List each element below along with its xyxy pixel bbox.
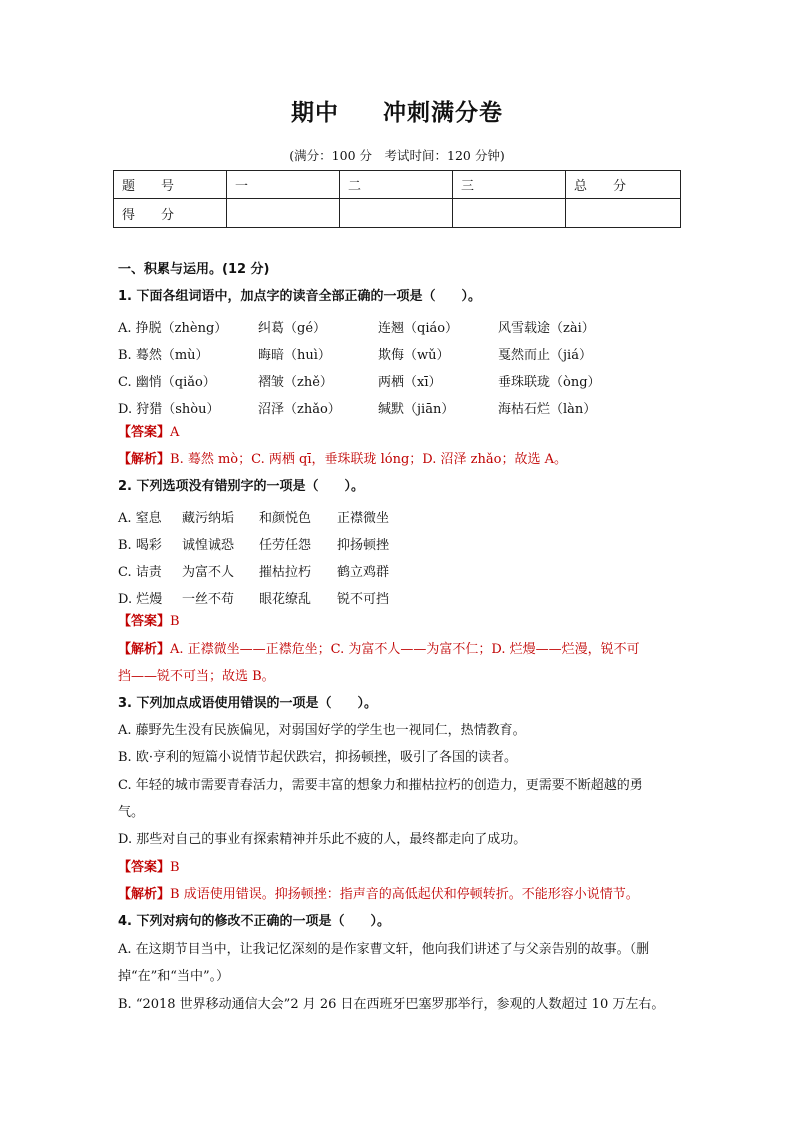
question-2-answer <box>118 615 180 628</box>
option-item: 海枯石烂（làn） <box>498 402 597 417</box>
option-item: A. 挣脱（zhèng） <box>118 321 228 336</box>
score-input-cell[interactable] <box>453 199 566 228</box>
section-heading: 一、积累与运用。(12 分) <box>118 262 270 277</box>
option-item: B. 喝彩 <box>118 538 162 553</box>
analysis-tag: 【解析】 <box>118 887 171 902</box>
answer-tag: 【答案】 <box>118 425 171 440</box>
exam-info: (满分：100 分 考试时间：120 分钟) <box>289 148 505 163</box>
option-item: 戛然而止（jiá） <box>498 348 592 363</box>
answer-value: B <box>170 860 180 875</box>
score-input-cell[interactable] <box>566 199 681 228</box>
question-2-analysis-cont: 挡——锐不可当；故选 B。 <box>118 669 275 684</box>
option-item: A. 窒息 <box>118 511 162 526</box>
question-1-analysis <box>118 453 567 466</box>
option-item: 正襟微坐 <box>337 511 390 526</box>
score-table-cell: 得 分 <box>114 199 227 228</box>
question-3-stem: 3. 下列加点成语使用错误的一项是（ ）。 <box>118 696 378 711</box>
page-title <box>0 94 794 127</box>
score-table-cell: 二 <box>340 171 453 199</box>
score-table-header-row <box>114 171 681 199</box>
option-item: 两栖（xī） <box>378 375 442 390</box>
option-item: 缄默（jiān） <box>378 402 455 417</box>
question-4-stem: 4. 下列对病句的修改不正确的一项是（ ）。 <box>118 914 391 929</box>
answer-value: A <box>170 425 180 440</box>
answer-tag: 【答案】 <box>118 860 171 875</box>
score-table-cell: 三 <box>453 171 566 199</box>
option-item: 沼泽（zhǎo） <box>258 402 341 417</box>
score-input-cell[interactable] <box>227 199 340 228</box>
title-part1: 期中 <box>291 100 339 126</box>
answer-tag: 【答案】 <box>118 614 171 629</box>
option-item: 诚惶诚恐 <box>182 538 235 553</box>
question-1-answer <box>118 426 179 439</box>
option-item: C. 诘责 <box>118 565 162 580</box>
question-3-option-c: C. 年轻的城市需要青春活力，需要丰富的想象力和摧枯拉朽的创造力，更需要不断超越的勇 <box>118 778 643 793</box>
option-item: 连翘（qiáo） <box>378 321 459 336</box>
question-3-option-d: D. 那些对自己的事业有探索精神并乐此不疲的人，最终都走向了成功。 <box>118 832 527 847</box>
score-table-cell: 题 号 <box>114 171 227 199</box>
option-item: 一丝不苟 <box>182 592 235 607</box>
option-item: 晦暗（huì） <box>258 348 331 363</box>
score-input-cell[interactable] <box>340 199 453 228</box>
question-1-stem: 1. 下面各组词语中，加点字的读音全部正确的一项是（ ）。 <box>118 289 482 304</box>
option-item: 藏污纳垢 <box>182 511 235 526</box>
option-item: D. 狩猎（shòu） <box>118 402 220 417</box>
question-4-option-a-cont: 掉“在”和“当中”。） <box>118 969 230 984</box>
option-item: 和颜悦色 <box>259 511 312 526</box>
analysis-text: A. 正襟微坐——正襟危坐；C. 为富不人——为富不仁；D. 烂熳——烂漫，锐不可 <box>170 642 640 657</box>
question-3-answer <box>118 861 180 874</box>
analysis-tag: 【解析】 <box>118 642 171 657</box>
option-item: 褶皱（zhě） <box>258 375 333 390</box>
score-table-cell: 总 分 <box>566 171 681 199</box>
score-table <box>113 170 681 228</box>
question-3-analysis <box>118 888 639 901</box>
analysis-text: B. 蓦然 mò；C. 两栖 qī，垂珠联珑 lóng；D. 沼泽 zhǎo；故选 A。 <box>170 452 567 467</box>
option-item: 摧枯拉朽 <box>259 565 312 580</box>
question-4-option-b: B. “2018 世界移动通信大会”2 月 26 日在西班牙巴塞罗那举行，参观的人数超过 10 万左右。 <box>118 997 665 1012</box>
question-2-analysis <box>118 643 640 656</box>
option-item: 任劳任怨 <box>259 538 312 553</box>
answer-value: B <box>170 614 180 629</box>
score-table-score-row <box>114 199 681 228</box>
option-item: 纠葛（gé） <box>258 321 327 336</box>
option-item: 为富不人 <box>182 565 235 580</box>
option-item: 风雪载途（zài） <box>498 321 595 336</box>
option-item: 鹤立鸡群 <box>337 565 390 580</box>
score-table-cell: 一 <box>227 171 340 199</box>
option-item: 欺侮（wǔ） <box>378 348 450 363</box>
question-3-option-b: B. 欧·亨利的短篇小说情节起伏跌宕，抑扬顿挫，吸引了各国的读者。 <box>118 750 517 765</box>
option-item: D. 烂熳 <box>118 592 163 607</box>
option-item: 抑扬顿挫 <box>337 538 390 553</box>
question-4-option-a: A. 在这期节目当中，让我记忆深刻的是作家曹文轩，他向我们讲述了与父亲告别的故事。（删 <box>118 942 650 957</box>
option-item: 眼花缭乱 <box>259 592 312 607</box>
question-3-option-c-cont: 气。 <box>118 805 145 820</box>
question-2-stem: 2. 下列选项没有错别字的一项是（ ）。 <box>118 479 365 494</box>
analysis-tag: 【解析】 <box>118 452 171 467</box>
analysis-text: B 成语使用错误。抑扬顿挫：指声音的高低起伏和停顿转折。不能形容小说情节。 <box>170 887 639 902</box>
question-3-option-a: A. 藤野先生没有民族偏见，对弱国好学的学生也一视同仁，热情教育。 <box>118 723 526 738</box>
option-item: 锐不可挡 <box>337 592 390 607</box>
option-item: 垂珠联珑（òng） <box>498 375 601 390</box>
option-item: C. 幽悄（qiǎo） <box>118 375 216 390</box>
option-item: B. 蓦然（mù） <box>118 348 209 363</box>
title-part2: 冲刺满分卷 <box>383 100 503 126</box>
